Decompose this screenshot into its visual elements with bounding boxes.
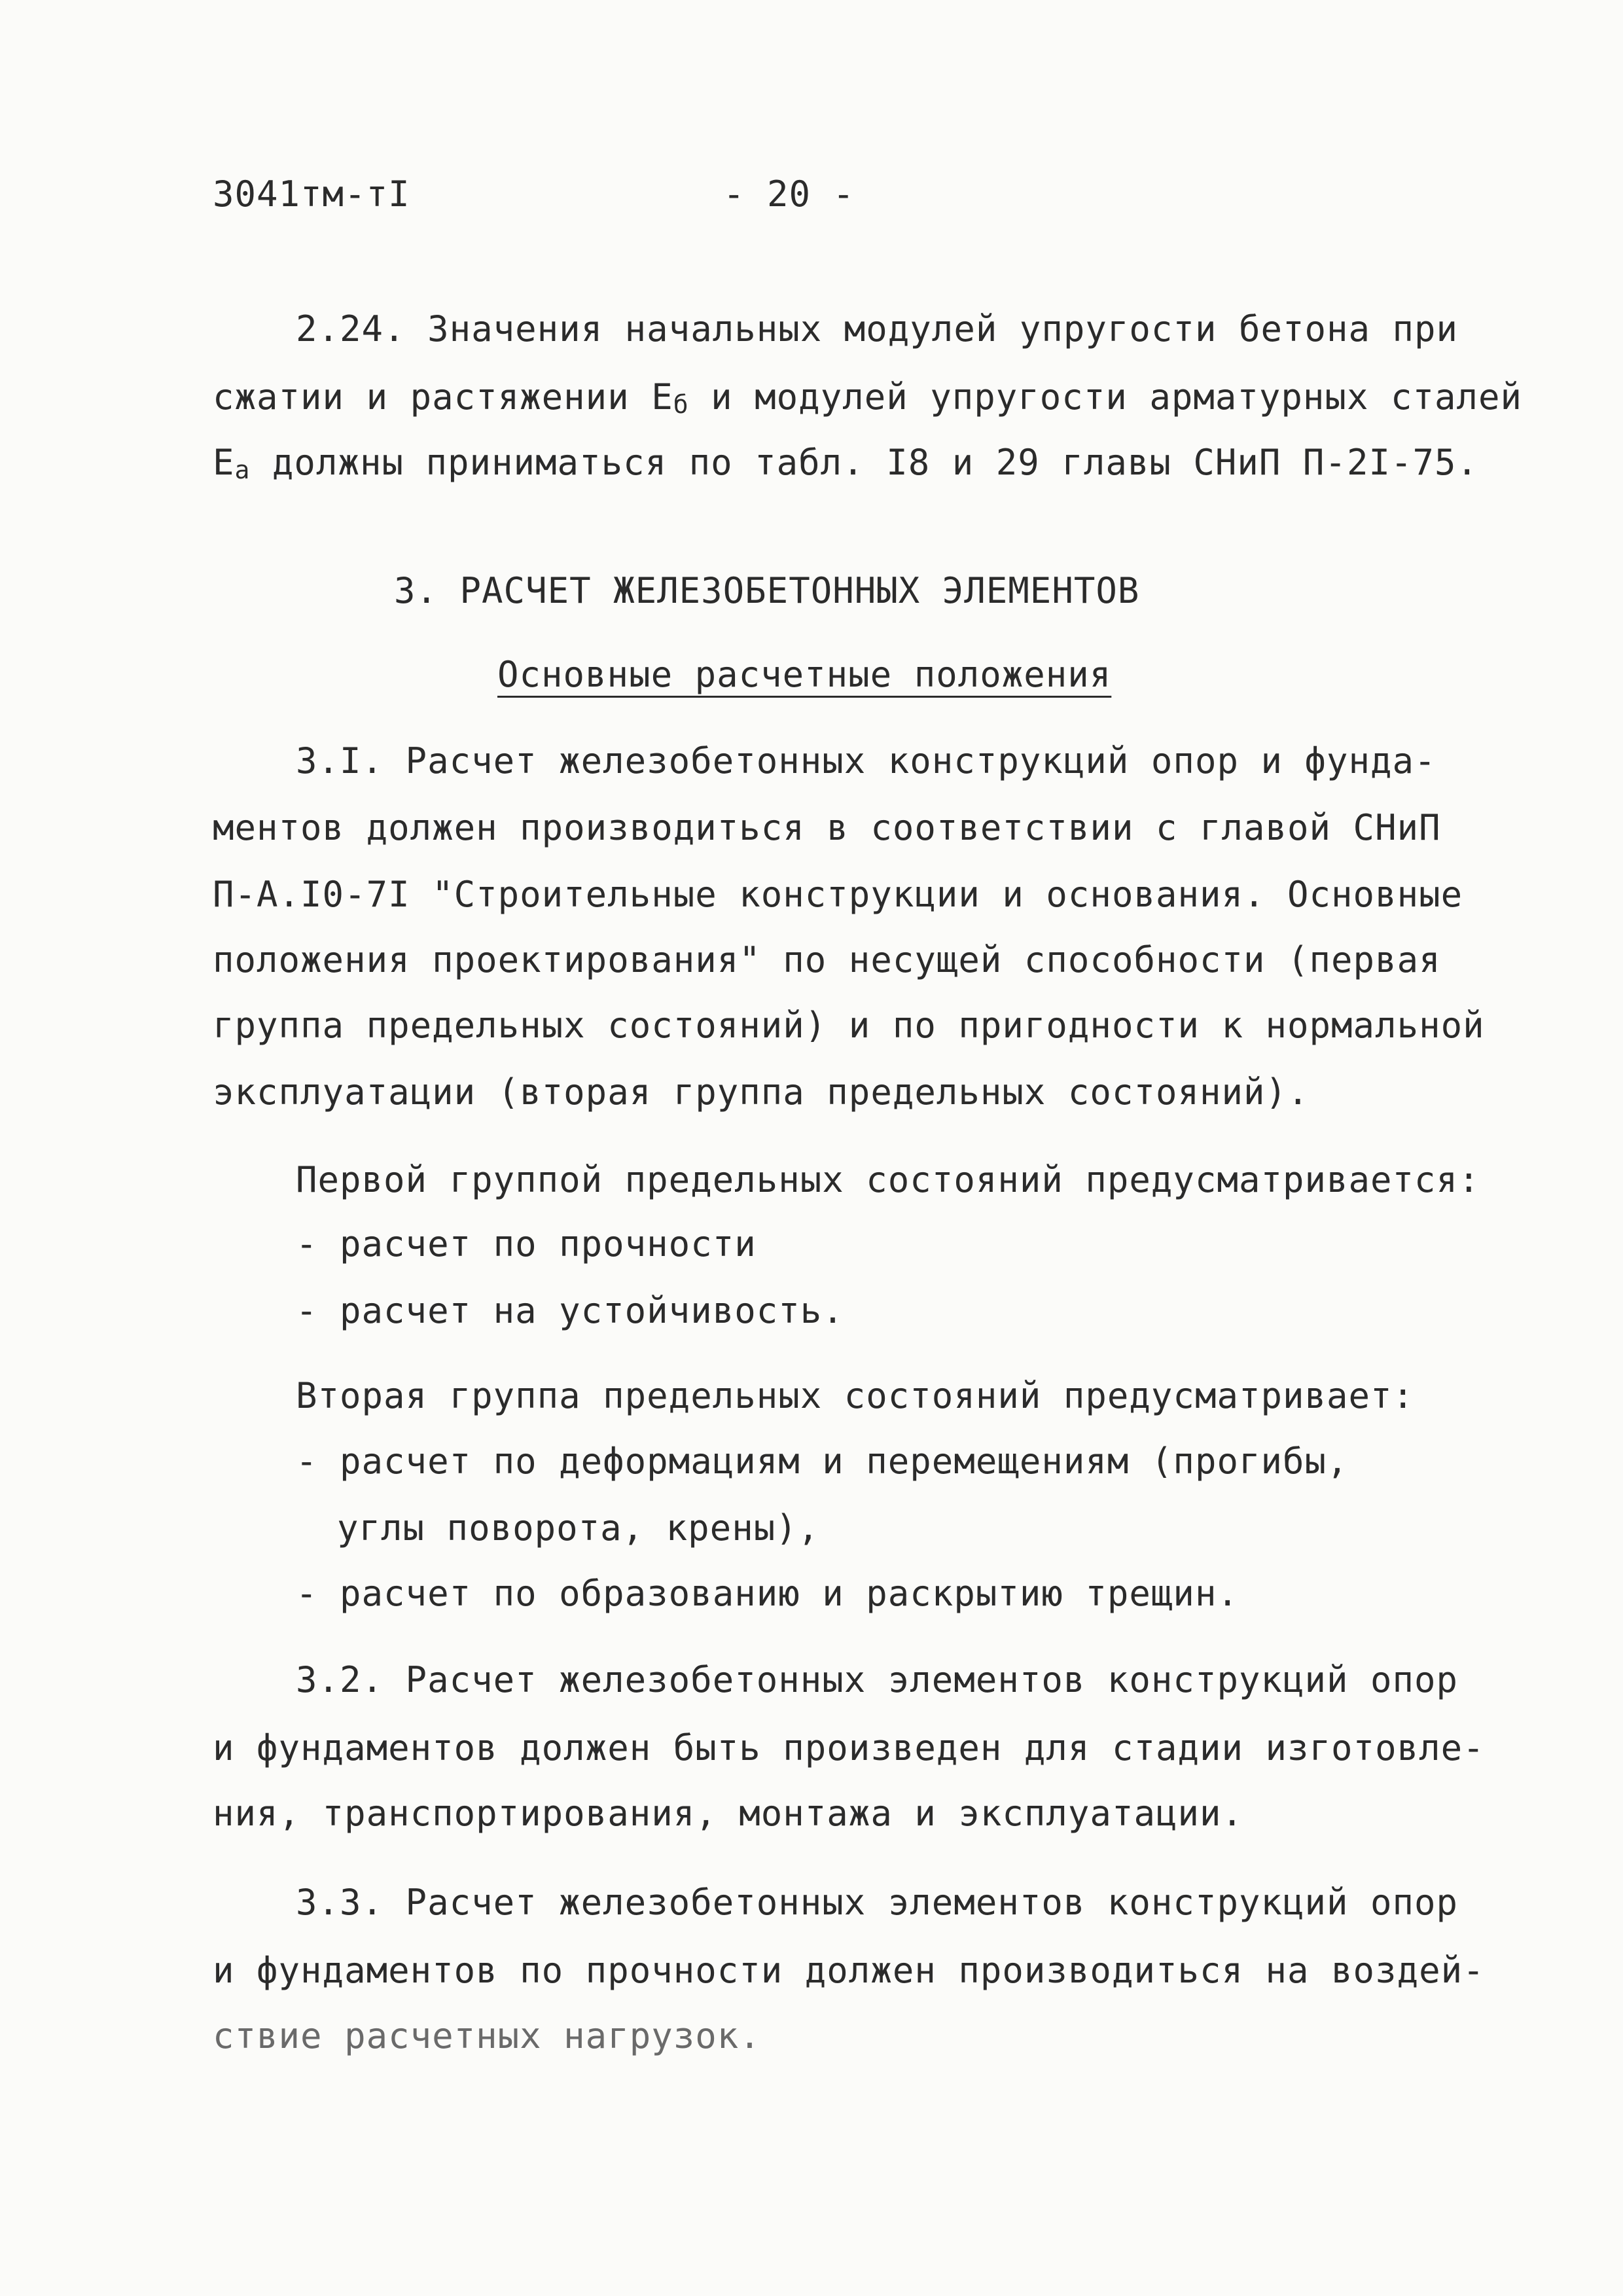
p31-line4: положения проектирования" по несущей способности (первая: [213, 939, 1441, 980]
group2-item2: - расчет по образованию и раскрытию трещин.: [296, 1573, 1239, 1614]
p224-line3: $E_a$ должны приниматься по табл. I8 и 29 главы СНиП П-2I-75.: [213, 442, 1479, 484]
p33-line1: 3.3. Расчет железобетонных элементов конструкций опор: [296, 1882, 1459, 1923]
p31-line1: 3.I. Расчет железобетонных конструкций опор и фунда-: [296, 740, 1436, 781]
section-title: 3. РАСЧЕТ ЖЕЛЕЗОБЕТОННЫХ ЭЛЕМЕНТОВ: [394, 570, 1140, 611]
p32-line1: 3.2. Расчет железобетонных элементов конструкций опор: [296, 1659, 1459, 1700]
group1-item: - расчет по прочности: [296, 1223, 757, 1265]
p32-line3: ния, транспортирования, монтажа и эксплуатации.: [213, 1793, 1244, 1834]
p224-line2: сжатии и растяжении $E_б$ и модулей упругости арматурных сталей: [213, 376, 1523, 419]
group1-intro: Первой группой предельных состояний предусматривается:: [296, 1159, 1480, 1200]
p33-line2: и фундаментов по прочности должен производиться на воздей-: [213, 1950, 1485, 1991]
group2-item1-line2: углы поворота, крены),: [337, 1507, 820, 1549]
group1-item: - расчет на устойчивость.: [296, 1290, 844, 1331]
group2-intro: Вторая группа предельных состояний предусматривает:: [296, 1375, 1415, 1416]
p33-line3: ствие расчетных нагрузок.: [213, 2015, 761, 2056]
p224-line1: 2.24. Значения начальных модулей упругости бетона при: [296, 308, 1459, 350]
p31-line5: группа предельных состояний) и по пригодности к нормальной: [213, 1005, 1485, 1046]
p31-line6: эксплуатации (вторая группа предельных состояний).: [213, 1071, 1310, 1113]
p31-line2: ментов должен производиться в соответствии с главой СНиП: [213, 807, 1441, 848]
group2-item1-line1: - расчет по деформациям и перемещениям (прогибы,: [296, 1441, 1349, 1482]
section-subtitle: Основные расчетные положения: [497, 654, 1112, 695]
p32-line2: и фундаментов должен быть произведен для стадии изготовле-: [213, 1727, 1485, 1768]
page-number: - 20 -: [723, 173, 855, 215]
doc-code: 3041тм-тI: [213, 173, 410, 215]
p31-line3: П-А.I0-7I "Строительные конструкции и основания. Основные: [213, 874, 1463, 915]
